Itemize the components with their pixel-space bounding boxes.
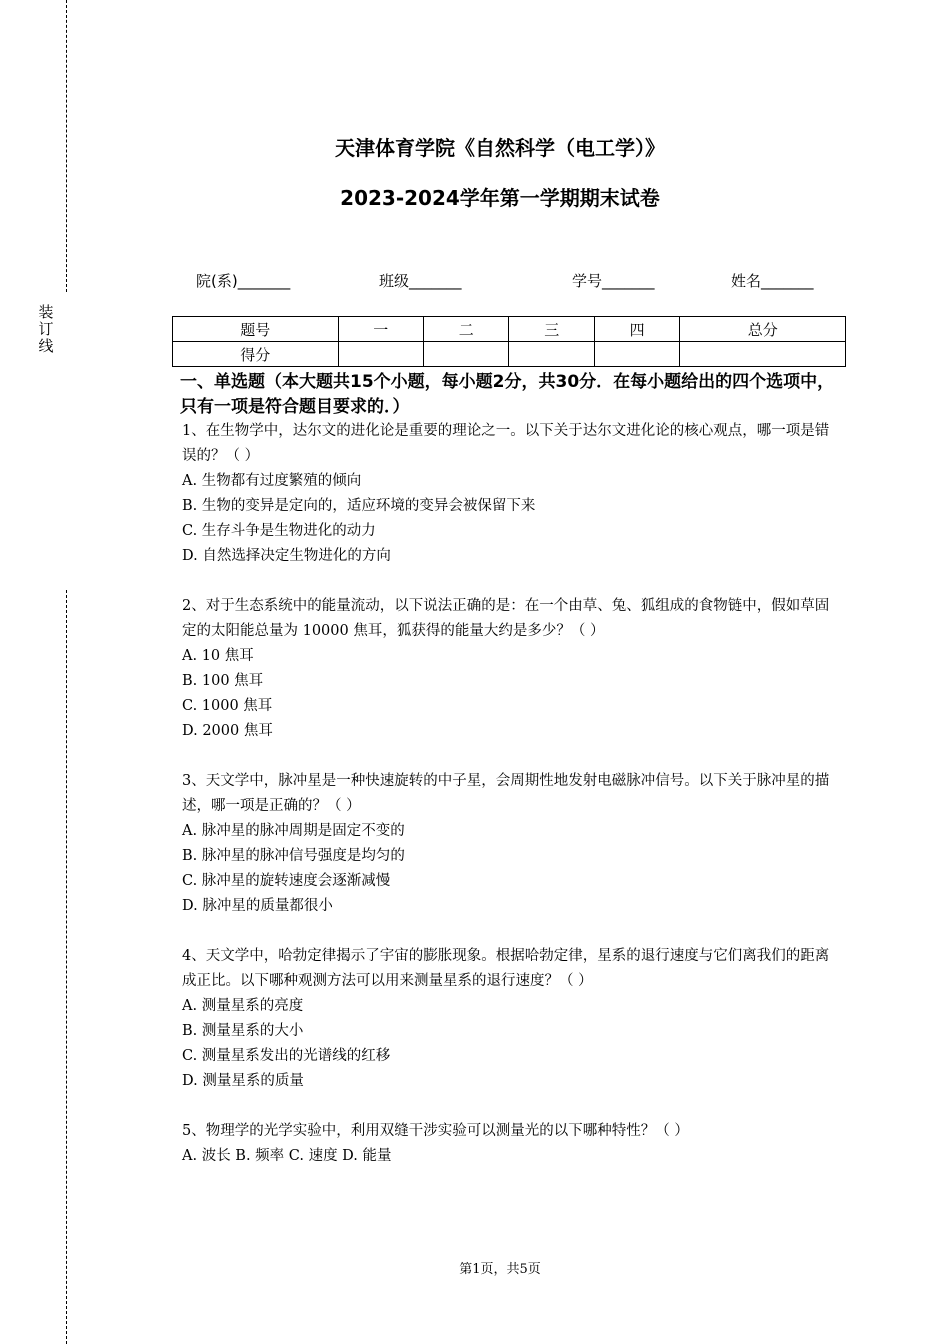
- question-1: [182, 419, 842, 569]
- score-table: [172, 316, 846, 367]
- score-cell: [338, 342, 423, 367]
- question-4: [182, 944, 842, 1094]
- question-option: D. 自然选择决定生物进化的方向: [182, 548, 391, 564]
- question-option: D. 测量星系的质量: [182, 1073, 304, 1089]
- info-name: 姓名_______: [731, 272, 814, 290]
- question-stem: 2、对于生态系统中的能量流动，以下说法正确的是：在一个由草、兔、狐组成的食物链中，假如草固定的太阳能总量为 10000 焦耳，狐获得的能量大约是多少？（ ）: [182, 598, 830, 639]
- question-list: [182, 419, 842, 1194]
- score-header-cell: 题号: [173, 317, 339, 342]
- question-option: C. 生存斗争是生物进化的动力: [182, 523, 376, 539]
- info-student-id: 学号_______: [572, 272, 655, 290]
- question-option: A. 生物都有过度繁殖的倾向: [182, 473, 362, 489]
- page-footer: 第1页，共5页: [459, 1262, 541, 1277]
- section-heading: 一、单选题（本大题共15个小题，每小题2分，共30分．在每小题给出的四个选项中，只有一项是符合题目要求的．）: [180, 372, 835, 417]
- question-option: B. 生物的变异是定向的，适应环境的变异会被保留下来: [182, 498, 536, 514]
- score-cell: [594, 342, 679, 367]
- question-stem: 1、在生物学中，达尔文的进化论是重要的理论之一。以下关于达尔文进化论的核心观点，哪一项是错误的？（ ）: [182, 423, 830, 464]
- score-cell: [680, 342, 846, 367]
- question-option: C. 测量星系发出的光谱线的红移: [182, 1048, 391, 1064]
- binding-dashed-line-bottom: [66, 590, 67, 1344]
- binding-label: 装订线: [38, 303, 54, 355]
- question-option: D. 2000 焦耳: [182, 723, 273, 739]
- exam-title-line1: 天津体育学院《自然科学（电工学）》: [335, 136, 665, 160]
- question-option: B. 100 焦耳: [182, 673, 264, 689]
- question-option: A. 测量星系的亮度: [182, 998, 304, 1014]
- score-table-header-row: [173, 317, 846, 342]
- score-cell: [509, 342, 594, 367]
- question-option: B. 脉冲星的脉冲信号强度是均匀的: [182, 848, 405, 864]
- score-cell: [424, 342, 509, 367]
- question-option: C. 1000 焦耳: [182, 698, 273, 714]
- score-header-cell: 一: [338, 317, 423, 342]
- question-2: [182, 594, 842, 744]
- question-3: [182, 769, 842, 919]
- question-5: [182, 1119, 842, 1169]
- question-stem: 3、天文学中，脉冲星是一种快速旋转的中子星，会周期性地发射电磁脉冲信号。以下关于脉冲星的描述，哪一项是正确的？（ ）: [182, 773, 830, 814]
- question-option: B. 测量星系的大小: [182, 1023, 304, 1039]
- score-header-cell: 总分: [680, 317, 846, 342]
- question-stem: 5、物理学的光学实验中，利用双缝干涉实验可以测量光的以下哪种特性？（ ）: [182, 1123, 689, 1139]
- question-option: D. 脉冲星的质量都很小: [182, 898, 333, 914]
- question-option: A. 波长 B. 频率 C. 速度 D. 能量: [182, 1148, 392, 1164]
- info-department: 院(系)_______: [196, 272, 291, 290]
- question-option: A. 脉冲星的脉冲周期是固定不变的: [182, 823, 405, 839]
- score-header-cell: 二: [424, 317, 509, 342]
- question-option: A. 10 焦耳: [182, 648, 254, 664]
- score-row-label: 得分: [173, 342, 339, 367]
- exam-title-line2: 2023-2024学年第一学期期末试卷: [340, 186, 660, 210]
- info-class: 班级_______: [379, 272, 462, 290]
- score-table-score-row: [173, 342, 846, 367]
- score-header-cell: 三: [509, 317, 594, 342]
- question-stem: 4、天文学中，哈勃定律揭示了宇宙的膨胀现象。根据哈勃定律，星系的退行速度与它们离我们的距离成正比。以下哪种观测方法可以用来测量星系的退行速度？（ ）: [182, 948, 830, 989]
- question-option: C. 脉冲星的旋转速度会逐渐减慢: [182, 873, 391, 889]
- score-header-cell: 四: [594, 317, 679, 342]
